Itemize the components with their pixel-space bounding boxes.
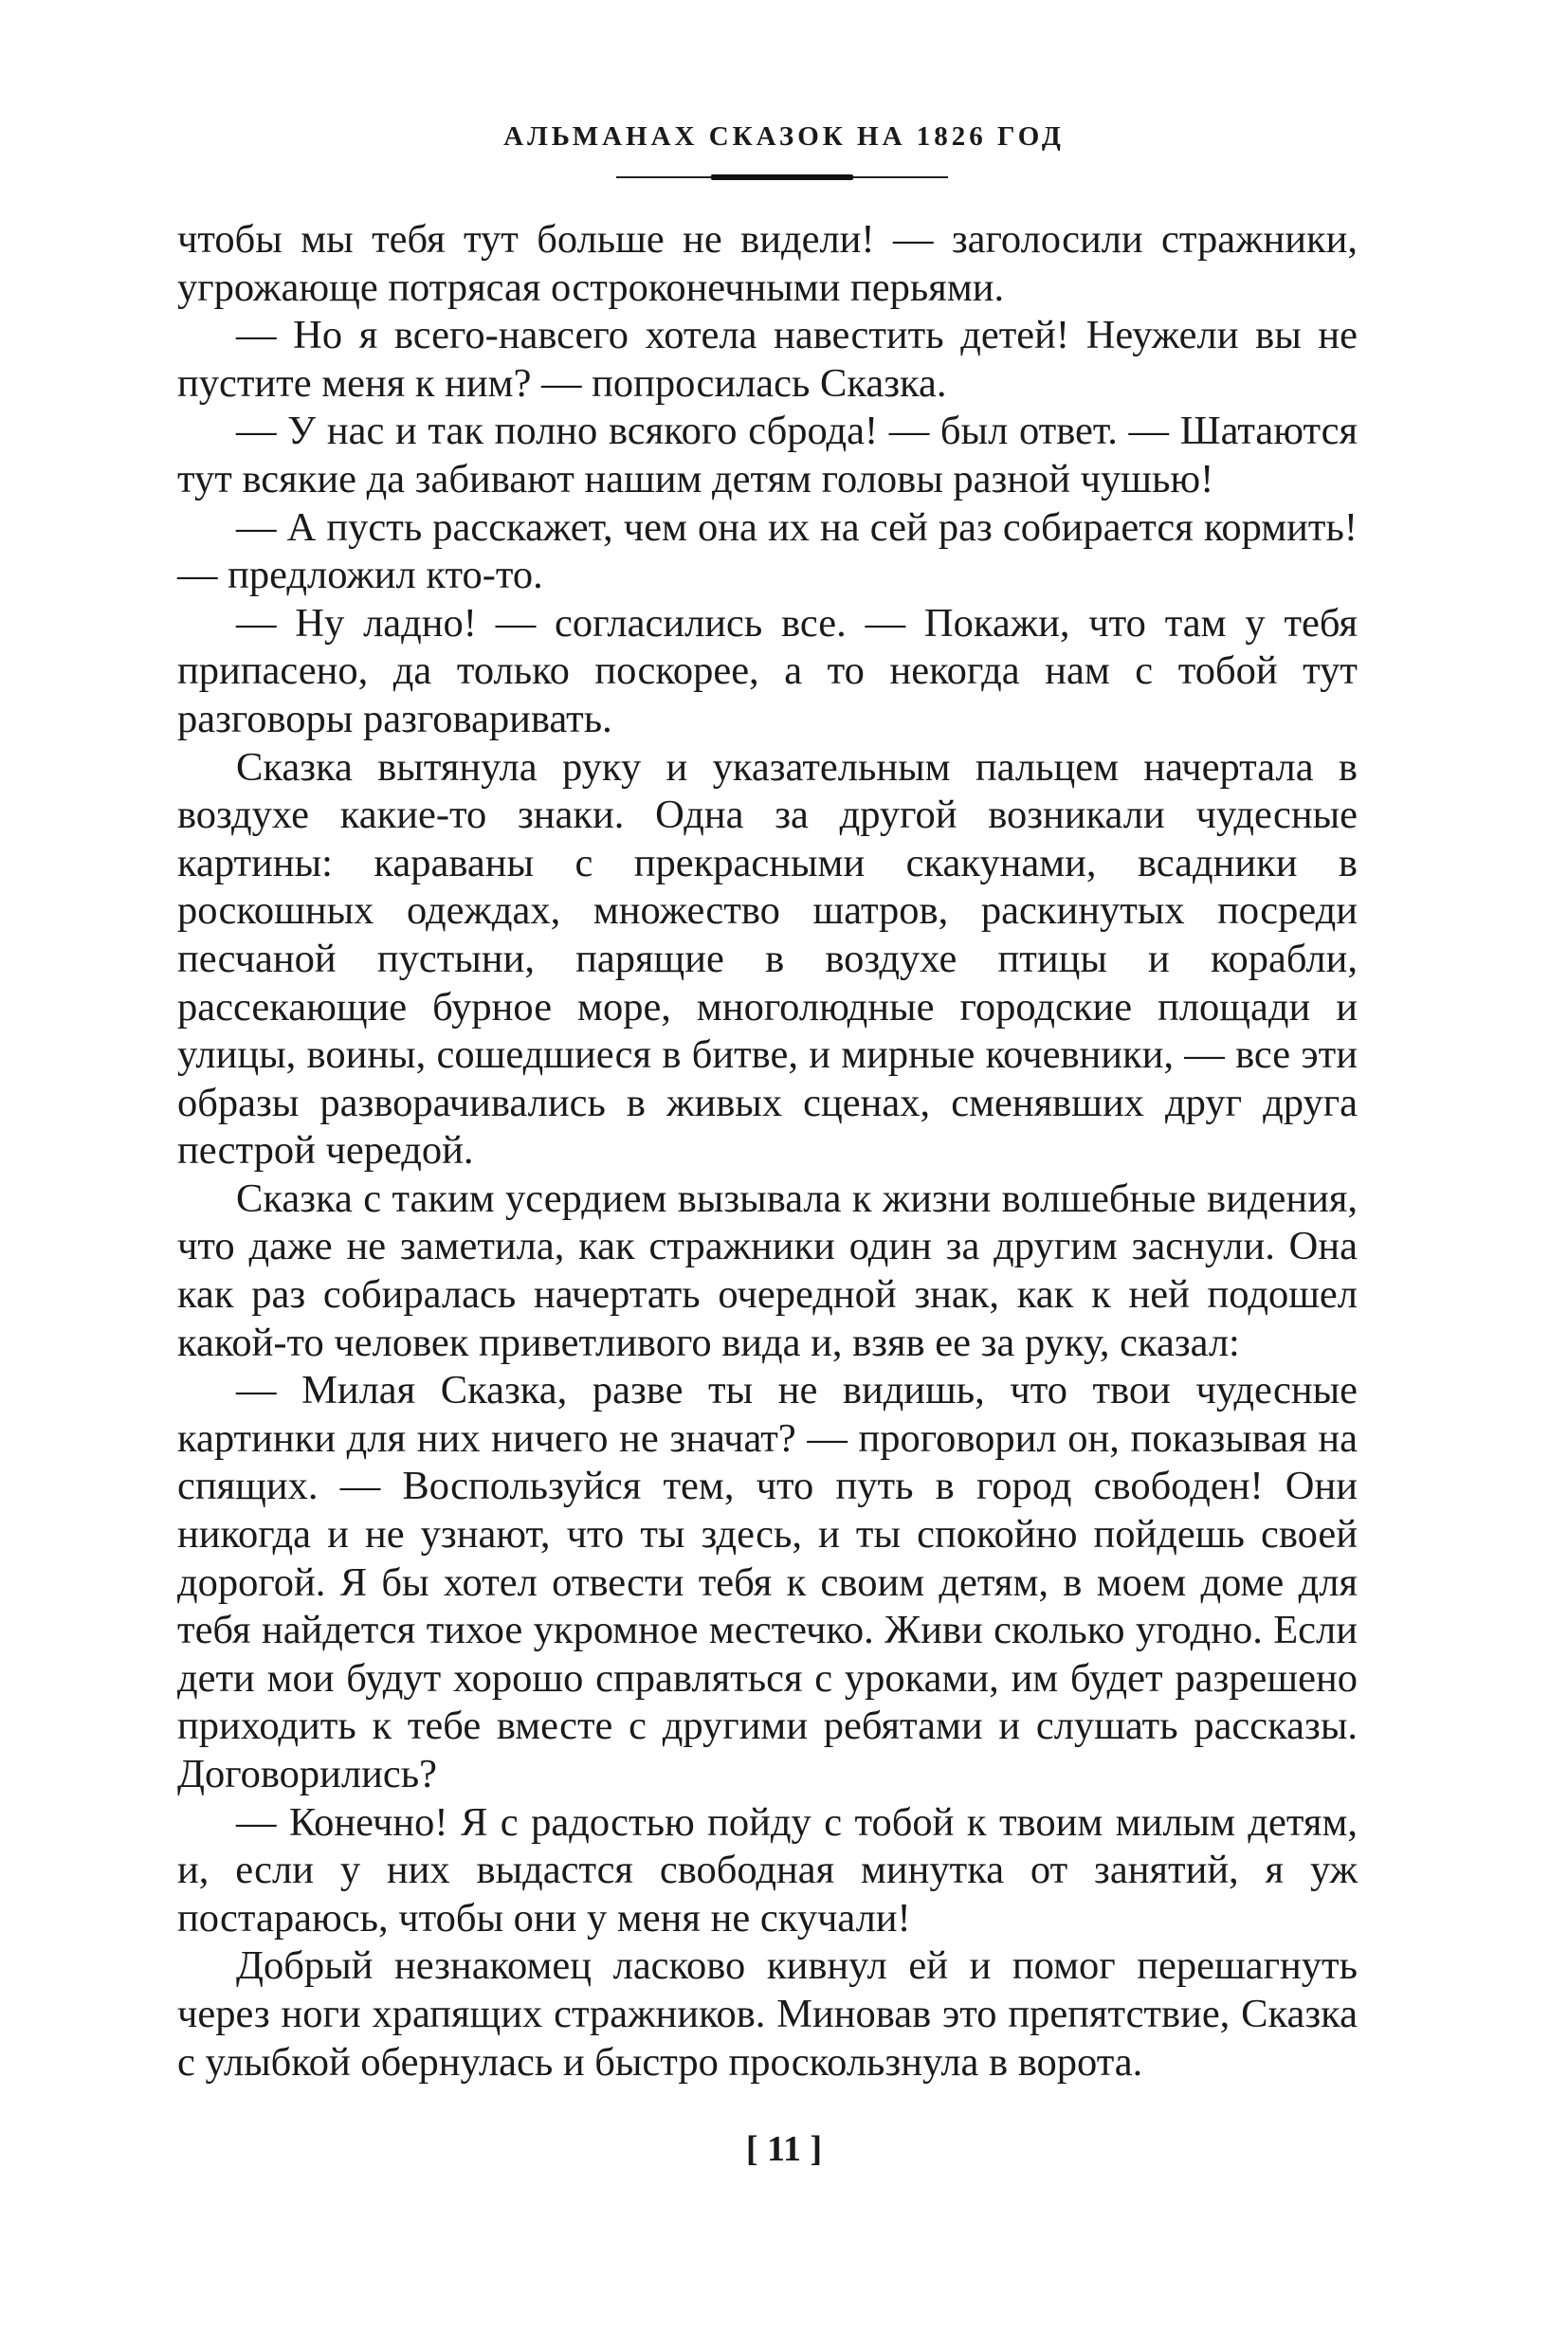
paragraph-3: — У нас и так полно всякого сброда! — был ответ. — Шатаются тут всякие да забивают нашим детям головы разной чушью!	[177, 409, 1358, 501]
paragraph-9: — Конечно! Я с радостью пойду с тобой к твоим милым детям, и, если у них выдастся свободная минутка от занятий, я уж постараюсь, чтобы они у меня не скучали!	[177, 1799, 1358, 1941]
paragraph-10: Добрый незнакомец ласково кивнул ей и помог перешагнуть через ноги храпящих стражников. Миновав это препятствие, Сказка с улыбкой обернулась и быстро проскользнула в ворота.	[177, 1943, 1358, 2085]
header-rule-ornament	[711, 174, 853, 180]
page-body	[177, 216, 1358, 2087]
paragraph-2: — Но я всего-навсего хотела навестить детей! Неужели вы не пустите меня к ним? — попросилась Сказка.	[177, 313, 1358, 406]
paragraph-8: — Милая Сказка, разве ты не видишь, что твои чудесные картинки для них ничего не значат? — проговорил он, показывая на спящих. — Воспользуйся тем, что путь в город свободен! Они никогда и не узнают, что ты здесь, и ты спокойно пойдешь своей дорогой. Я бы хотел отвести тебя к своим детям, в моем доме для тебя найдется тихое укромное местечко. Живи сколько угодно. Если дети мои будут хорошо справляться с уроками, им будет разрешено приходить к тебе вместе с другими ребятами и слушать рассказы. Договорились?	[177, 1368, 1358, 1796]
paragraph-7: Сказка с таким усердием вызывала к жизни волшебные видения, что даже не заметила, как стражники один за другим заснули. Она как раз собиралась начертать очередной знак, как к ней подошел какой-то человек приветливого вида и, взяв ее за руку, сказал:	[177, 1176, 1358, 1365]
running-title: АЛЬМАНАХ СКАЗОК НА 1826 ГОД	[503, 121, 1065, 152]
page-number: [ 11 ]	[745, 2129, 823, 2169]
paragraph-6: Сказка вытянула руку и указательным пальцем начертала в воздухе какие-то знаки. Одна за другой возникали чудесные картины: караваны с прекрасными скакунами, всадники в роскошных одеждах, множество шатров, раскинутых посреди песчаной пустыни, парящие в воздухе птицы и корабли, рассекающие бурное море, многолюдные городские площади и улицы, воины, сошедшиеся в битве, и мирные кочевники, — все эти образы разворачивались в живых сценах, сменявших друг друга пестрой чередой.	[177, 744, 1358, 1174]
paragraph-5: — Ну ладно! — согласились все. — Покажи, что там у тебя припасено, да только поскорее, а то некогда нам с тобой тут разговоры разговаривать.	[177, 600, 1358, 741]
paragraph-1: чтобы мы тебя тут больше не видели! — заголосили стражники, угрожающе потрясая остроконечными перьями.	[177, 217, 1358, 310]
paragraph-4: — А пусть расскажет, чем она их на сей раз собирается кормить! — предложил кто-то.	[177, 504, 1358, 598]
